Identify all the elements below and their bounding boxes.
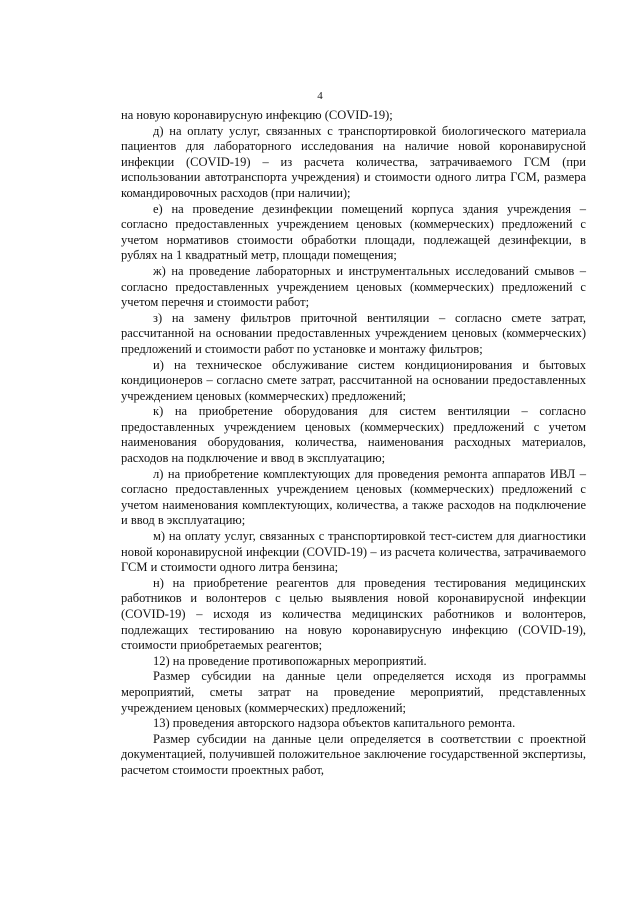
document-body [121,108,586,779]
paragraph: м) на оплату услуг, связанных с транспортировкой тест-систем для диагностики новой коронавирусной инфекции (COVID-19) – из расчета количества, затрачиваемого ГСМ и стоимости одного литра бензина; [121,529,586,575]
paragraph: з) на замену фильтров приточной вентиляции – согласно смете затрат, рассчитанной на основании предоставленных учреждением ценовых (коммерческих) предложений и стоимости работ по установке и монтажу фильтров; [121,310,586,356]
paragraph: ж) на проведение лабораторных и инструментальных исследований смывов – согласно предоставленных учреждением ценовых (коммерческих) предложений с учетом перечня и стоимости работ; [121,263,586,310]
paragraph: на новую коронавирусную инфекцию (COVID-19); [121,108,393,122]
paragraph: Размер субсидии на данные цели определяется в соответствии с проектной документацией, получившей положительное заключение государственной экспертизы, расчетом стоимости проектных работ, [121,731,586,777]
paragraph: к) на приобретение оборудования для систем вентиляции – согласно предоставленных учреждением ценовых (коммерческих) предложений с учетом наименования оборудования, количества, наименования расходных материалов, расходов на подключение и ввод в эксплуатацию; [121,404,586,466]
page-number: 4 [317,90,323,102]
paragraph: е) на проведение дезинфекции помещений корпуса здания учреждения – согласно предоставленных учреждением ценовых (коммерческих) предложений с учетом нормативов стоимости обработки площади, подлежащей дезинфекции, в рублях на 1 квадратный метр, площади помещения; [121,201,586,263]
paragraph: и) на техническое обслуживание систем кондиционирования и бытовых кондиционеров – согласно смете затрат, рассчитанной на основании предоставленных учреждением ценовых (коммерческих) предложений; [121,357,586,403]
paragraph: д) на оплату услуг, связанных с транспортировкой биологического материала пациентов для лабораторного исследования на наличие новой коронавирусной инфекции (COVID-19) – из расчета количества, затрачиваемого ГСМ (при использовании автотранспорта учреждения) и стоимости одного литра ГСМ, размера командировочных расходов (при наличии); [121,123,586,200]
paragraph: 12) на проведение противопожарных мероприятий. [153,653,427,668]
paragraph: 13) проведения авторского надзора объектов капитального ремонта. [153,716,516,731]
paragraph: л) на приобретение комплектующих для проведения ремонта аппаратов ИВЛ – согласно предоставленных учреждением ценовых (коммерческих) предложений с учетом наименования комплектующих, количества, а также расходов на подключение и ввод в эксплуатацию; [121,466,586,528]
paragraph: н) на приобретение реагентов для проведения тестирования медицинских работников и волонтеров с целью выявления новой коронавирусной инфекции (COVID-19) – исходя из количества медицинских работников и волонтеров, подлежащих тестированию на новую коронавирусную инфекцию (COVID-19), стоимости приобретаемых реагентов; [121,575,586,653]
paragraph: Размер субсидии на данные цели определяется исходя из программы мероприятий, сметы затрат на проведение мероприятий, представленных учреждением ценовых (коммерческих) предложений; [121,669,586,715]
